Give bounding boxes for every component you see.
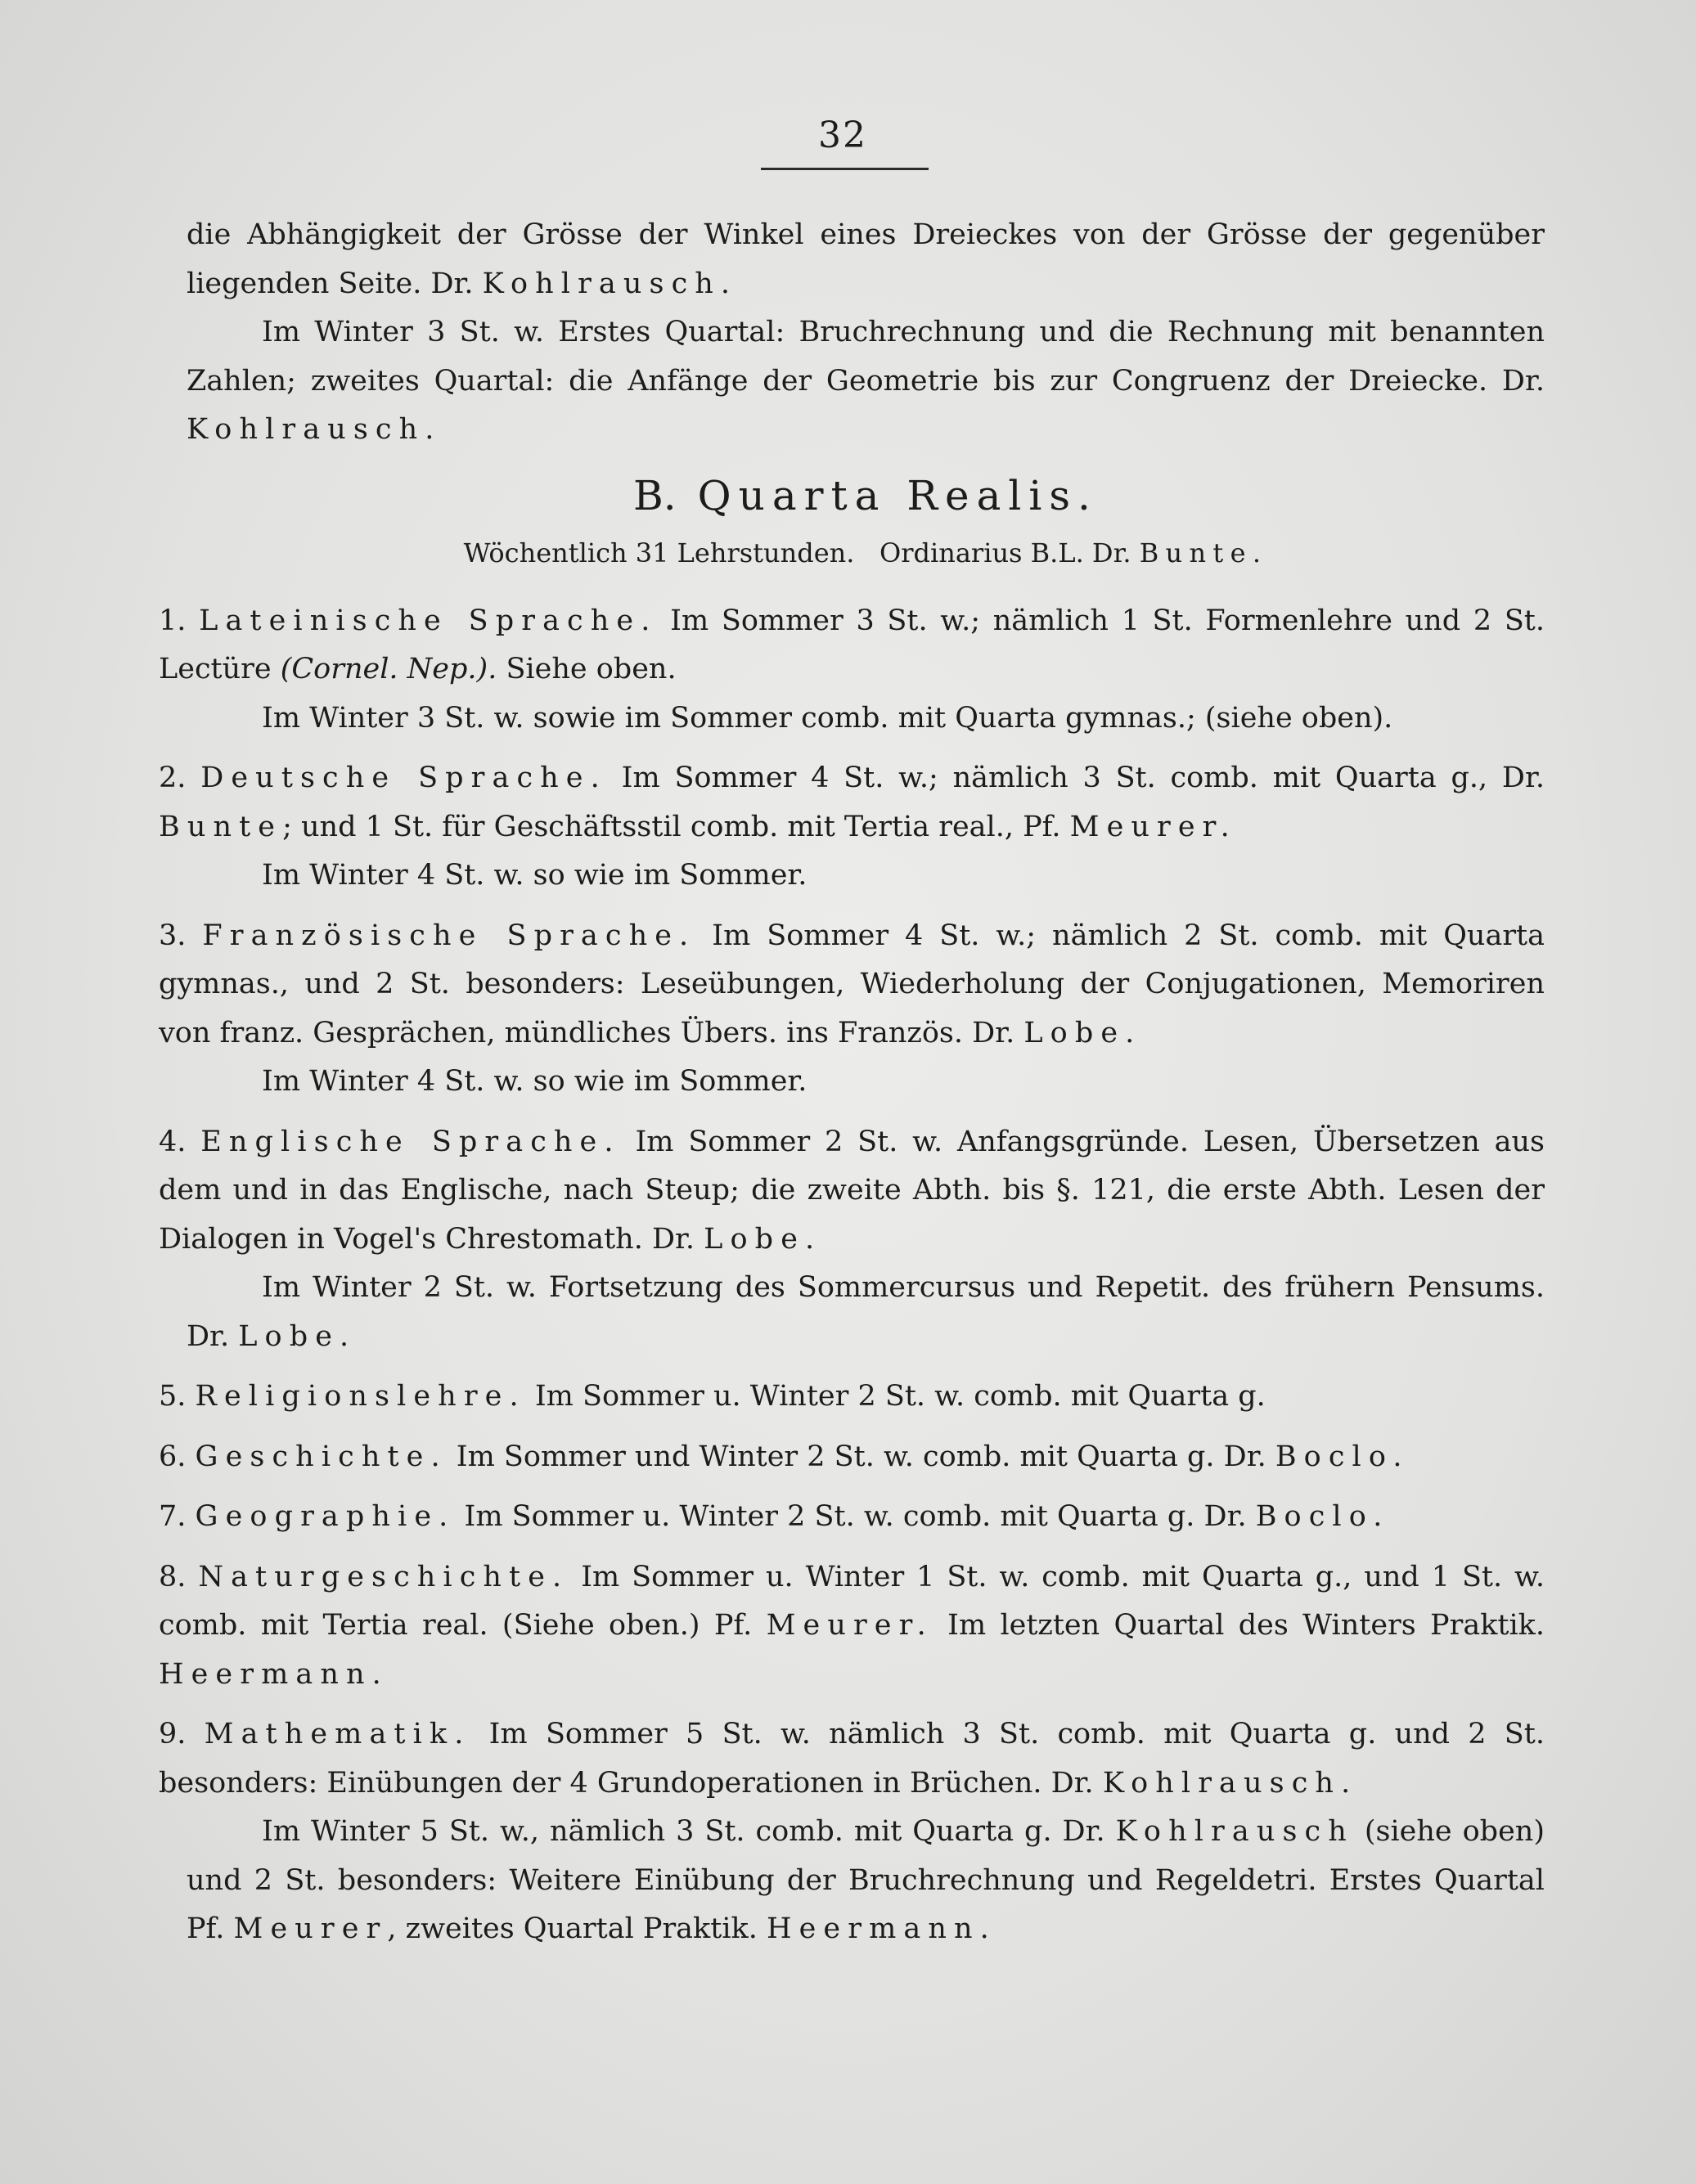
teacher-name: Kohlrausch.: [482, 267, 738, 300]
item-paragraph: [159, 1433, 1545, 1482]
item-number: 5.: [159, 1380, 187, 1413]
teacher-name: Kohlrausch.: [1102, 1766, 1358, 1800]
item-winter: [187, 1264, 1545, 1361]
page-body: [159, 211, 1545, 1954]
item-subject: Deutsche Sprache.: [200, 762, 607, 794]
item-text: Im Sommer 5 St. w. nämlich 3 St. comb. mit Quarta g. und 2 St. besonders: Einübungen der 4 Grundoperationen in Brüchen. Dr.: [159, 1718, 1545, 1800]
item-number: 2.: [159, 762, 187, 794]
item-paragraph: [159, 1493, 1545, 1542]
list-item: [159, 1373, 1545, 1422]
item-winter: [187, 1808, 1545, 1954]
item-paragraph: [159, 1553, 1545, 1700]
item-paragraph: [159, 1710, 1545, 1808]
item-subject: Französische Sprache.: [202, 919, 696, 952]
teacher-name: Kohlrausch.: [187, 413, 442, 446]
item-subject: Religionslehre.: [195, 1380, 526, 1413]
list-item: [159, 1433, 1545, 1482]
item-number: 8.: [159, 1560, 187, 1593]
item-winter: [187, 694, 1545, 744]
teacher-name: Kohlrausch: [1115, 1815, 1354, 1848]
item-winter: [187, 852, 1545, 901]
list-item: [159, 597, 1545, 744]
item-text: Im Sommer u. Winter 1 St. w. comb. mit Quarta g., und 1 St. w. comb. mit Tertia real. (Siehe oben.) Pf.: [159, 1560, 1545, 1642]
item-text: Siehe oben.: [497, 653, 677, 685]
teacher-name: Boclo.: [1255, 1500, 1390, 1533]
item-subject: Geschichte.: [195, 1440, 448, 1473]
page-number: 32: [818, 115, 867, 156]
item-number: 4.: [159, 1125, 187, 1158]
item-subject: Naturgeschichte.: [198, 1560, 569, 1593]
item-subject: Lateinische Sprache.: [199, 604, 658, 637]
item-text: Im letzten Quartal des Winters Praktik.: [933, 1609, 1545, 1642]
section-letter: B.: [633, 471, 677, 519]
teacher-name: Meurer.: [1069, 810, 1237, 843]
item-text: Im Sommer 3 St. w.; nämlich 1 St. Formenlehre und 2 St. Lectüre: [159, 604, 1545, 685]
intro-winter-text: Im Winter 3 St. w. Erstes Quartal: Bruchrechnung und die Rechnung mit benannten Zahlen; zweites Quartal: die Anfänge der Geometrie bis zur Congruenz der Dreiecke. Dr.: [187, 316, 1545, 398]
item-text: ; und 1 St. für Geschäftsstil comb. mit Tertia real., Pf.: [282, 810, 1070, 843]
item-italic: (Cornel. Nep.).: [280, 653, 497, 685]
ordinarius-name: Bunte.: [1139, 537, 1268, 568]
weekly-hours: Wöchentlich 31 Lehrstunden.: [463, 537, 855, 568]
list-item: [159, 1553, 1545, 1700]
intro-paragraph: [187, 211, 1545, 308]
teacher-name: Lobe.: [238, 1319, 357, 1353]
item-winter-text: Im Winter 2 St. w. Fortsetzung des Sommercursus und Repetit. des frühern Pensums. Dr.: [187, 1271, 1545, 1353]
item-subject: Geographie.: [195, 1500, 456, 1533]
teacher-name: Boclo.: [1275, 1440, 1410, 1473]
item-winter-text: Im Winter 3 St. w. sowie im Sommer comb. mit Quarta gymnas.; (siehe oben).: [262, 701, 1393, 735]
teacher-name: Meurer: [233, 1912, 388, 1945]
item-text: Im Sommer u. Winter 2 St. w. comb. mit Quarta g. Dr.: [455, 1500, 1256, 1533]
item-winter-text: , zweites Quartal Praktik.: [387, 1912, 767, 1945]
intro-winter-paragraph: [187, 308, 1545, 455]
teacher-name: Heermann.: [766, 1912, 996, 1945]
section-subheading: [187, 528, 1545, 577]
item-text: Im Sommer 4 St. w.; nämlich 3 St. comb. mit Quarta g., Dr.: [606, 762, 1545, 794]
item-paragraph: [159, 597, 1545, 694]
item-paragraph: [159, 1118, 1545, 1265]
item-text: Im Sommer 2 St. w. Anfangsgründe. Lesen, Übersetzen aus dem und in das Englische, nach Steup; die zweite Abth. bis §. 121, die erste Abth. Lesen der Dialogen in Vogel's Chrestomath. Dr.: [159, 1125, 1545, 1256]
list-item: [159, 1118, 1545, 1362]
item-text: Im Sommer und Winter 2 St. w. comb. mit Quarta g. Dr.: [447, 1440, 1275, 1473]
item-subject: Englische Sprache.: [200, 1125, 621, 1158]
list-item: [159, 754, 1545, 901]
list-item: [159, 1493, 1545, 1542]
item-paragraph: [159, 1373, 1545, 1422]
ordinarius-label: Ordinarius B.L. Dr.: [879, 537, 1131, 568]
teacher-name: Lobe.: [704, 1222, 822, 1256]
list-item: [159, 912, 1545, 1107]
section-title: Quarta Realis.: [697, 471, 1098, 519]
item-winter-text: Im Winter 4 St. w. so wie im Sommer.: [262, 859, 808, 892]
item-subject: Mathematik.: [204, 1718, 471, 1750]
item-text: Im Sommer 4 St. w.; nämlich 2 St. comb. mit Quarta gymnas., und 2 St. besonders: Leseübungen, Wiederholung der Conjugationen, Memoriren von franz. Gesprächen, mündliches Übers. ins Französ. Dr.: [159, 919, 1545, 1049]
item-winter-text: Im Winter 4 St. w. so wie im Sommer.: [262, 1065, 808, 1098]
section-heading: [187, 463, 1545, 528]
teacher-name: Meurer.: [766, 1609, 933, 1642]
item-text: Im Sommer u. Winter 2 St. w. comb. mit Quarta g.: [525, 1380, 1266, 1413]
item-winter: [187, 1058, 1545, 1107]
item-paragraph: [159, 912, 1545, 1058]
item-number: 7.: [159, 1500, 187, 1533]
item-number: 9.: [159, 1718, 187, 1750]
intro-text: die Abhängigkeit der Grösse der Winkel eines Dreieckes von der Grösse der gegenüber liegenden Seite. Dr.: [187, 218, 1545, 300]
list-item: [159, 1710, 1545, 1954]
item-winter-text: (siehe oben) und 2 St. besonders: Weitere Einübung der Bruchrechnung und Regeldetri. Erstes Quartal Pf.: [187, 1815, 1545, 1945]
item-number: 1.: [159, 604, 187, 637]
item-number: 3.: [159, 919, 187, 952]
item-paragraph: [159, 754, 1545, 852]
item-number: 6.: [159, 1440, 187, 1473]
teacher-name: Lobe.: [1023, 1016, 1142, 1049]
teacher-name: Heermann.: [159, 1657, 389, 1691]
teacher-name: Bunte: [159, 810, 283, 843]
item-winter-text: Im Winter 5 St. w., nämlich 3 St. comb. mit Quarta g. Dr.: [262, 1815, 1116, 1848]
header-rule: [761, 168, 929, 170]
